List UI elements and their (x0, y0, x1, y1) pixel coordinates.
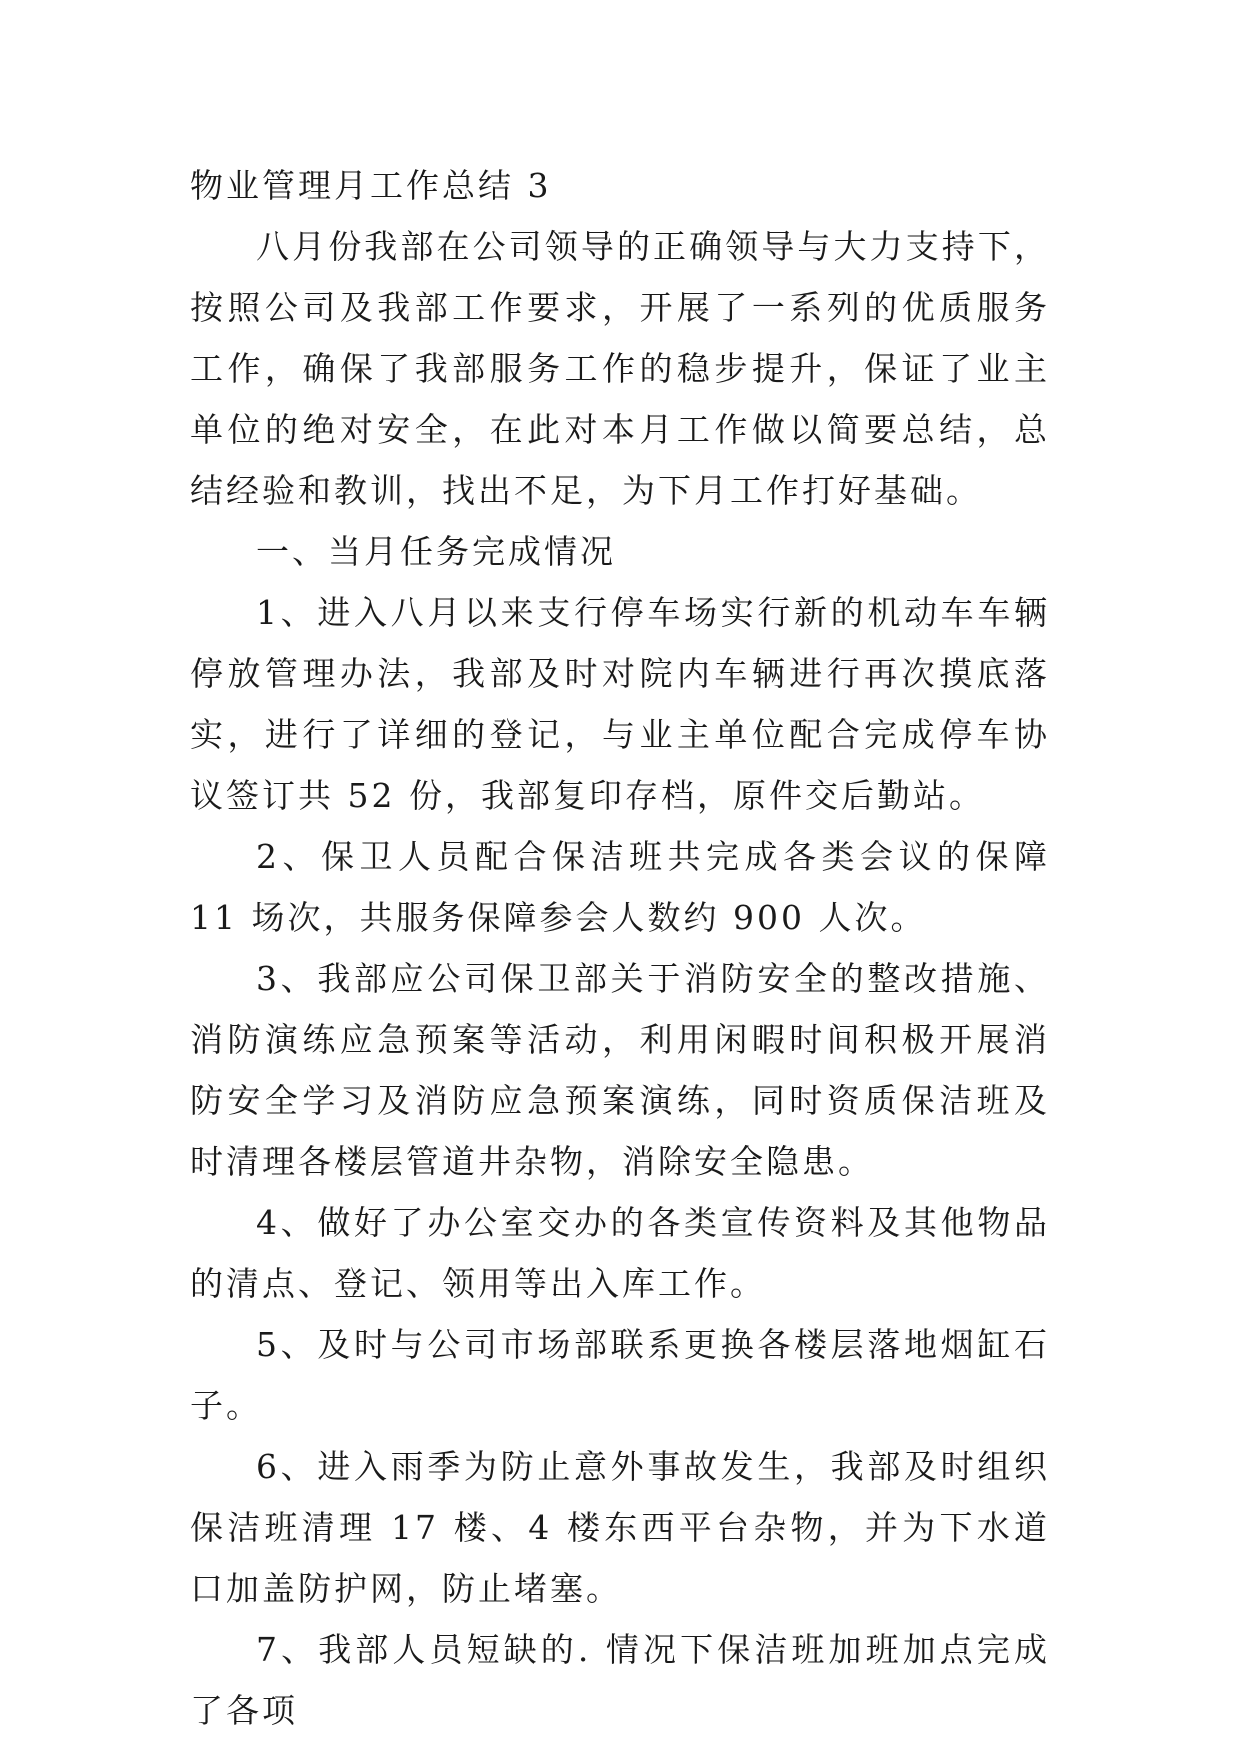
paragraph-item-5: 5、及时与公司市场部联系更换各楼层落地烟缸石子。 (190, 1325, 1050, 1425)
paragraph-item-1: 1、进入八月以来支行停车场实行新的机动车车辆停放管理办法，我部及时对院内车辆进行再次摸底落实，进行了详细的登记，与业主单位配合完成停车协议签订共 52 份，我部复印存档，原件交后勤站。 (190, 593, 1050, 815)
paragraph-intro: 八月份我部在公司领导的正确领导与大力支持下，按照公司及我部工作要求，开展了一系列的优质服务工作，确保了我部服务工作的稳步提升，保证了业主单位的绝对安全，在此对本月工作做以简要总结，总结经验和教训，找出不足，为下月工作打好基础。 (190, 227, 1050, 510)
document-title: 物业管理月工作总结 3 (190, 166, 552, 205)
paragraph-item-7: 7、我部人员短缺的. 情况下保洁班加班加点完成了各项 (190, 1630, 1050, 1730)
paragraph-item-2: 2、保卫人员配合保洁班共完成各类会议的保障 11 场次，共服务保障参会人数约 900 人次。 (190, 837, 1050, 937)
paragraph-item-3: 3、我部应公司保卫部关于消防安全的整改措施、消防演练应急预案等活动，利用闲暇时间积极开展消防安全学习及消防应急预案演练，同时资质保洁班及时清理各楼层管道井杂物，消除安全隐患。 (190, 959, 1050, 1181)
paragraph-item-4: 4、做好了办公室交办的各类宣传资料及其他物品的清点、登记、领用等出入库工作。 (190, 1203, 1050, 1303)
document-body (190, 155, 1050, 1741)
paragraph-item-6: 6、进入雨季为防止意外事故发生，我部及时组织保洁班清理 17 楼、4 楼东西平台杂物，并为下水道口加盖防护网，防止堵塞。 (190, 1447, 1050, 1608)
section-heading: 一、当月任务完成情况 (256, 532, 616, 571)
